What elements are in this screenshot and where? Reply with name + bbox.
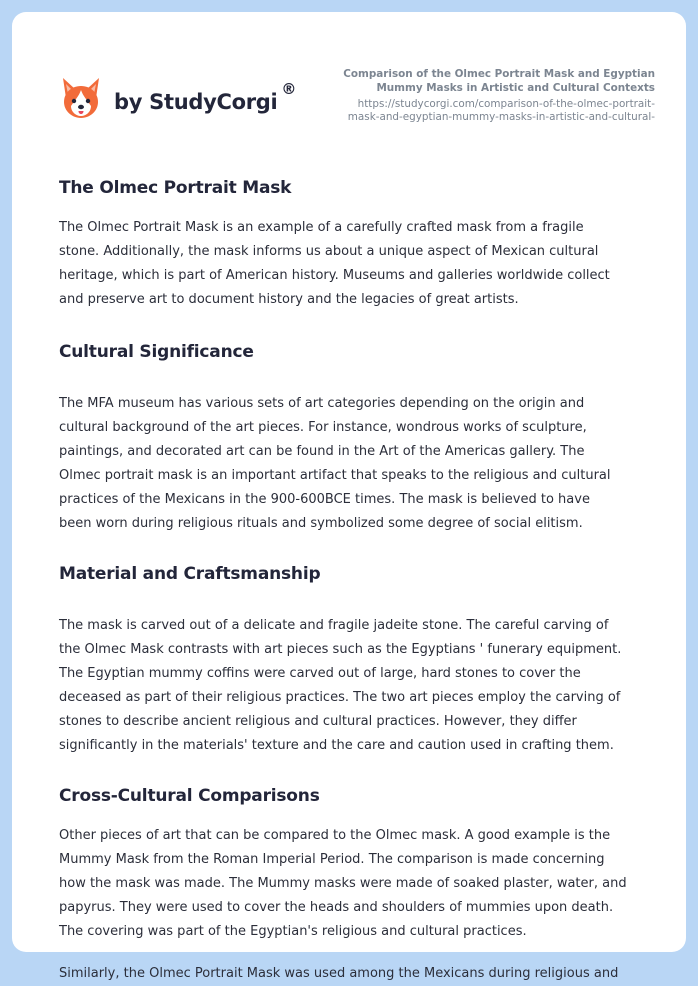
text-line: been worn during religious rituals and symbolized some degree of social elitism.	[59, 516, 583, 531]
paragraph	[59, 824, 655, 944]
corgi-icon	[60, 76, 102, 120]
text-line: practices of the Mexicans in the 900-600BCE times. The mask is believed to have	[59, 492, 590, 507]
text-line: The Egyptian mummy coffins were carved out of large, hard stones to cover the	[59, 666, 581, 681]
source-url-line: mask-and-egyptian-mummy-masks-in-artistic-and-cultural-	[347, 111, 655, 123]
section-heading: The Olmec Portrait Mask	[59, 178, 292, 198]
text-line: paintings, and decorated art can be found in the Art of the Americas gallery. The	[59, 444, 585, 459]
text-line: The covering was part of the Egyptian's religious and cultural practices.	[59, 924, 527, 939]
text-line: The MFA museum has various sets of art categories depending on the origin and	[59, 396, 585, 411]
section-heading: Material and Craftsmanship	[59, 564, 321, 584]
source-url-link[interactable]	[315, 98, 655, 124]
text-line: Mummy Mask from the Roman Imperial Period. The comparison is made concerning	[59, 852, 605, 867]
text-line: stones to describe ancient religious and cultural practices. However, they differ	[59, 714, 577, 729]
text-line: how the mask was made. The Mummy masks were made of soaked plaster, water, and	[59, 876, 627, 891]
text-line: Olmec portrait mask is an important artifact that speaks to the religious and cultural	[59, 468, 611, 483]
text-line: stone. Additionally, the mask informs us about a unique aspect of Mexican cultural	[59, 244, 599, 259]
registered-mark: ®	[281, 80, 297, 98]
document-body	[59, 172, 655, 986]
text-line: the Olmec Mask contrasts with art pieces such as the Egyptians ' funerary equipment.	[59, 642, 622, 657]
text-line: The Olmec Portrait Mask is an example of a carefully crafted mask from a fragile	[59, 220, 584, 235]
text-line: significantly in the materials' texture and the care and caution used in crafting them.	[59, 738, 614, 753]
text-line: and preserve art to document history and the legacies of great artists.	[59, 292, 519, 307]
brand-name: by StudyCorgi®	[114, 80, 297, 114]
studycorgi-logo[interactable]	[60, 76, 296, 120]
section-heading: Cross-Cultural Comparisons	[59, 786, 320, 806]
text-line: Other pieces of art that can be compared to the Olmec mask. A good example is the	[59, 828, 611, 843]
source-url-line: https://studycorgi.com/comparison-of-the-olmec-portrait-	[357, 98, 655, 110]
source-citation	[315, 67, 655, 124]
paragraph	[59, 962, 655, 986]
text-line: cultural background of the art pieces. For instance, wondrous works of sculpture,	[59, 420, 587, 435]
text-line: Similarly, the Olmec Portrait Mask was used among the Mexicans during religious and	[59, 966, 619, 981]
document-page	[12, 12, 686, 981]
source-title-line: Mummy Masks in Artistic and Cultural Contexts	[376, 82, 655, 94]
paragraph	[59, 614, 655, 758]
source-title-line: Comparison of the Olmec Portrait Mask and Egyptian	[343, 68, 655, 80]
text-line: deceased as part of their religious practices. The two art pieces employ the carving of	[59, 690, 621, 705]
text-line: heritage, which is part of American history. Museums and galleries worldwide collect	[59, 268, 610, 283]
text-line: papyrus. They were used to cover the heads and shoulders of mummies upon death.	[59, 900, 614, 915]
page-header	[12, 12, 686, 152]
source-title	[315, 67, 655, 95]
paragraph	[59, 392, 655, 536]
section-heading: Cultural Significance	[59, 342, 254, 362]
text-line: The mask is carved out of a delicate and fragile jadeite stone. The careful carving of	[59, 618, 609, 633]
paragraph	[59, 216, 655, 312]
